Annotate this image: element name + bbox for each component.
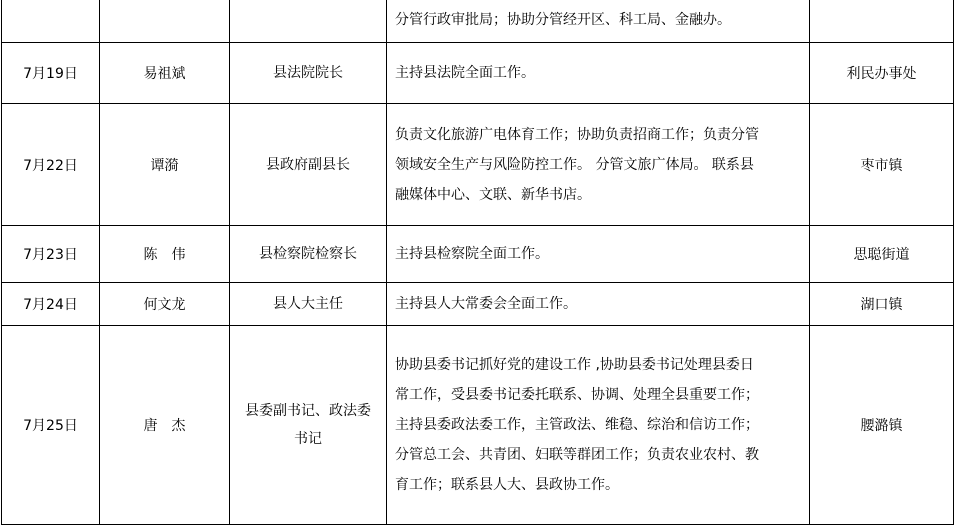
schedule-table-body (2, 0, 954, 525)
position-line: 县检察院检察长 (259, 246, 357, 262)
duty-line: 负责文化旅游广电体育工作；协助负责招商工作；负责分管 (395, 126, 759, 143)
position-cell (230, 0, 387, 43)
position-line: 县政府副县长 (266, 156, 350, 173)
position-line: 县委副书记、政法委 (245, 403, 371, 419)
date-cell: 7月25日 (2, 326, 100, 525)
contact-point-cell: 腰潞镇 (810, 326, 954, 525)
duty-line: 主持县人大常委会全面工作。 (395, 296, 577, 312)
position-line: 书记 (294, 431, 322, 447)
duty-line: 协助县委书记抓好党的建设工作 ,协助县委书记处理县委日 (395, 357, 754, 373)
duties-cell (387, 283, 810, 326)
date-cell (2, 0, 100, 43)
date-cell: 7月23日 (2, 226, 100, 283)
duty-line: 主持县检察院全面工作。 (395, 246, 549, 262)
table-row (2, 104, 954, 226)
position-cell (230, 326, 387, 525)
contact-point-cell: 利民办事处 (810, 43, 954, 104)
name-cell: 易祖斌 (100, 43, 230, 104)
duties-cell (387, 326, 810, 525)
table-row (2, 326, 954, 525)
duty-line: 主持县法院全面工作。 (395, 65, 535, 81)
table-row (2, 226, 954, 283)
duty-line: 融媒体中心、文联、新华书店。 (395, 186, 591, 203)
duty-line: 分管总工会、共青团、妇联等群团工作；负责农业农村、教 (395, 447, 759, 463)
contact-point-cell: 枣市镇 (810, 104, 954, 226)
position-cell (230, 104, 387, 226)
duty-line: 领域安全生产与风险防控工作。 分管文旅广体局。 联系县 (395, 156, 754, 173)
name-cell: 谭漪 (100, 104, 230, 226)
position-cell (230, 43, 387, 104)
duty-line: 主持县委政法委工作，主管政法、维稳、综治和信访工作； (395, 417, 759, 433)
table-row (2, 0, 954, 43)
duty-line: 常工作，受县委书记委托联系、协调、处理全县重要工作； (395, 387, 759, 403)
duty-line: 育工作；联系县人大、县政协工作。 (395, 477, 619, 493)
position-line: 县法院院长 (273, 65, 343, 81)
duties-cell (387, 226, 810, 283)
table-row (2, 43, 954, 104)
duty-line: 分管行政审批局；协助分管经开区、科工局、金融办。 (395, 12, 731, 28)
name-cell (100, 0, 230, 43)
schedule-table (1, 0, 954, 525)
duties-cell (387, 104, 810, 226)
position-cell (230, 283, 387, 326)
name-cell: 陈 伟 (100, 226, 230, 283)
name-cell: 唐 杰 (100, 326, 230, 525)
contact-point-cell: 湖口镇 (810, 283, 954, 326)
date-cell: 7月19日 (2, 43, 100, 104)
date-cell: 7月24日 (2, 283, 100, 326)
name-cell: 何文龙 (100, 283, 230, 326)
position-cell (230, 226, 387, 283)
date-cell: 7月22日 (2, 104, 100, 226)
position-line: 县人大主任 (273, 296, 343, 312)
table-row (2, 283, 954, 326)
duties-cell (387, 43, 810, 104)
contact-point-cell (810, 0, 954, 43)
contact-point-cell: 思聪街道 (810, 226, 954, 283)
duties-cell (387, 0, 810, 43)
